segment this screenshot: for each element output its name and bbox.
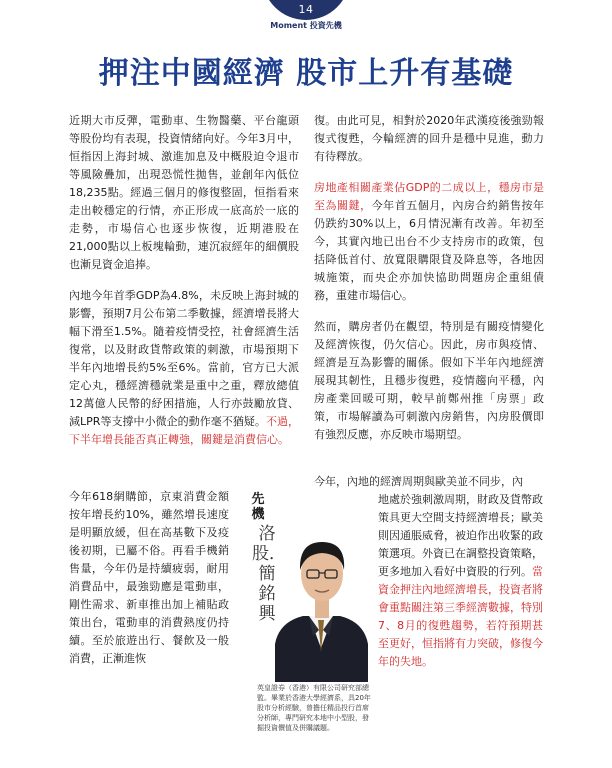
article-left-column [69,112,299,462]
section-tag: Moment 投資先機 [270,21,342,30]
portrait-illustration [269,512,374,682]
highlight-property: 房地產相關產業佔GDP的二成以上，穩房市是至為關鍵， [314,181,544,212]
article-lower-right-lead [314,473,542,491]
article-lower-left [69,488,229,668]
highlight-outlook: 當資金押注內地經濟增長，投資者將會重點關注第三季經濟數據，特別7、8月的復甦趨勢，若符預期甚至更好，恒指將有力突破，修復今年的失地。 [378,565,543,668]
author-portrait [269,512,374,682]
paragraph-gdp [69,287,299,449]
article-lower-right [378,491,543,671]
author-label: 先機 [251,492,265,522]
paragraph-buyers: 然而，購房者仍在觀望，特別是有關疫情變化及經濟恢復，仍欠信心。因此，房市與疫情、經濟是互為影響的關係。假如下半年內地經濟展現其韌性，且穩步復甦，疫情趨向平穩，內房產業回暖可期，較早前鄭州推「房票」政策，市場解讀為可刺激內房銷售，內房股價即有強烈反應，亦反映市場期望。 [314,320,544,441]
paragraph-property-text: 今年首五個月，內房合約銷售按年仍跌約30%以上，6月情況漸有改善。年初至今，其實內地已出台不少支持房市的政策，包括降低首付、放寬限購限貸及降息等，各地因城施策，而央企亦加快協助問題房企重組債務，重建市場信心。 [314,199,545,302]
headline: 押注中國經濟 股市上升有基礎 [98,56,514,91]
paragraph-market-rebound: 近期大市反彈，電動車、生物醫藥、平台龍頭等股份均有表現，投資情緒向好。今年3月中，恒指因上海封城、激進加息及中概股迫令退市等風險疊加，出現恐慌性拋售，並創年內低位18,235點。經過三個月的修復整固，恒指看來走出較穩定的行情，亦正形成一底高於一底的走勢，市場信心也逐步恢復，近期港股在21,000點以上板塊輪動，連沉寂經年的細價股也漸見資金追捧。 [69,114,299,271]
paragraph-recovery: 復。由此可見，相對於2020年武漢疫後強勁報復式復甦，今輪經濟的回升是穩中見進，動力有待釋放。 [314,114,544,163]
author-bio-text: 英皇證券（香港）有限公司研究部總監。畢業於香港大學經濟系，具20年股市分析經驗，曾擔任精品投行首席分析師，專門研究本地中小型股，發掘投資價值及併購議題。 [257,684,371,732]
paragraph-cycle-text: 地處於強刺激周期，財政及貨幣政策具更大空間支持經濟增長；歐美則因通脹威脅，被迫作出收緊的政策選項。外資已在調整投資策略，更多地加入看好中資股的行列。 [378,493,543,578]
paragraph-property [314,179,544,305]
author-name-calligraphy: 洛股．簡銘興 [252,524,286,624]
paragraph-cycle [378,491,543,671]
paragraph-cycle-lead: 今年，內地的經濟周期與歐美並不同步，內 [314,475,523,488]
highlight-consumer-confidence: 不過，下半年增長能否真正轉強，關鍵是消費信心。 [69,415,299,446]
author-bio [257,683,375,733]
paragraph-618: 今年618網購節，京東消費金額按年增長約10%，雖然增長速度是明顯放緩，但在高基數下及疫後初期，已屬不俗。再看手機銷售量，今年仍是持續疲弱，耐用消費品中，最強勁應是電動車，剛性需求、新車推出加上補貼政策出台，電動車的消費熱度仍持續。至於旅遊出行、餐飲及一般消費，正漸進恢 [69,490,229,665]
article-right-column [314,112,544,457]
paragraph-gdp-text: 內地今年首季GDP為4.8%，未反映上海封城的影響，預期7月公布第二季數據，經濟增長將大幅下滑至1.5%。隨着疫情受控，社會經濟生活復常，以及財政貨幣政策的刺激，市場預期下半年內地增長約5%至6%。當前，官方已大派定心丸，穩經濟穩就業是重中之重，釋放總值12萬億人民幣的紓困措施，人行亦鼓勵放貸、減LPR等支撐中小微企的動作毫不猶疑。 [69,289,299,428]
page-number: 14 [298,3,314,16]
